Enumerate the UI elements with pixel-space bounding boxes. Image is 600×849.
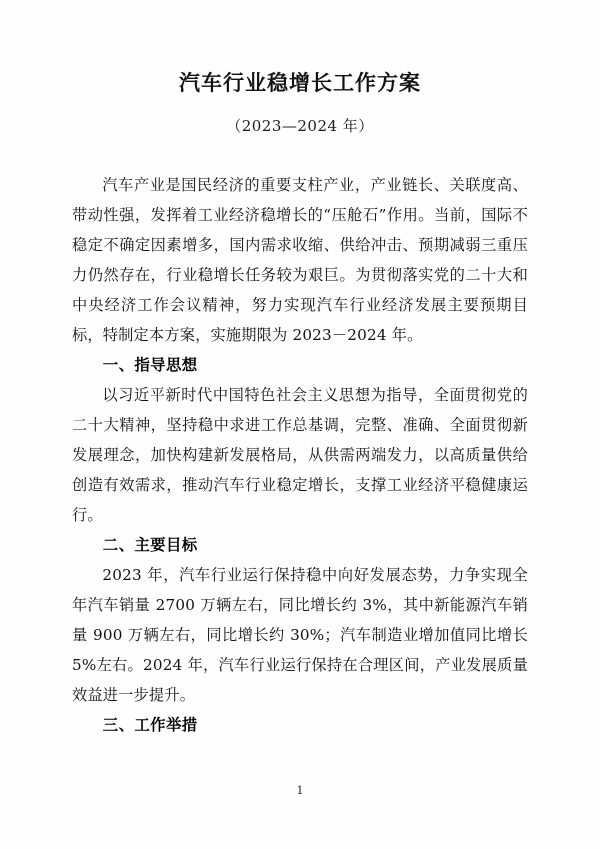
document-body: [72, 170, 528, 740]
document-subtitle: （2023—2024 年）: [226, 117, 374, 136]
section-heading-main-goals: 二、主要目标: [102, 536, 198, 555]
document-content: [72, 58, 528, 740]
section-heading-work-measures: 三、工作举措: [102, 716, 198, 735]
paragraph-intro: 汽车产业是国民经济的重要支柱产业，产业链长、关联度高、带动性强，发挥着工业经济稳增长的“压舱石”作用。当前，国际不稳定不确定因素增多，国内需求收缩、供给冲击、预期减弱三重压力仍然存在，行业稳增长任务较为艰巨。为贯彻落实党的二十大和中央经济工作会议精神，努力实现汽车行业经济发展主要预期目标，特制定本方案，实施期限为 2023－2024 年。: [72, 176, 528, 345]
paragraph-main-goals: 2023 年，汽车行业运行保持稳中向好发展态势，力争实现全年汽车销量 2700 万辆左右，同比增长约 3%，其中新能源汽车销量 900 万辆左右，同比增长约 30%；汽车制造业增加值同比增长 5%左右。2024 年，汽车行业运行保持在合理区间，产业发展质量效益进一步提升。: [72, 566, 528, 705]
document-title: 汽车行业稳增长工作方案: [179, 70, 421, 95]
section-heading-guiding-thought: 一、指导思想: [102, 356, 198, 375]
page-number: 1: [296, 784, 304, 797]
paragraph-guiding-thought: 以习近平新时代中国特色社会主义思想为指导，全面贯彻党的二十大精神，坚持稳中求进工作总基调，完整、准确、全面贯彻新发展理念，加快构建新发展格局，从供需两端发力，以高质量供给创造有效需求，推动汽车行业稳定增长，支撑工业经济平稳健康运行。: [72, 386, 528, 525]
